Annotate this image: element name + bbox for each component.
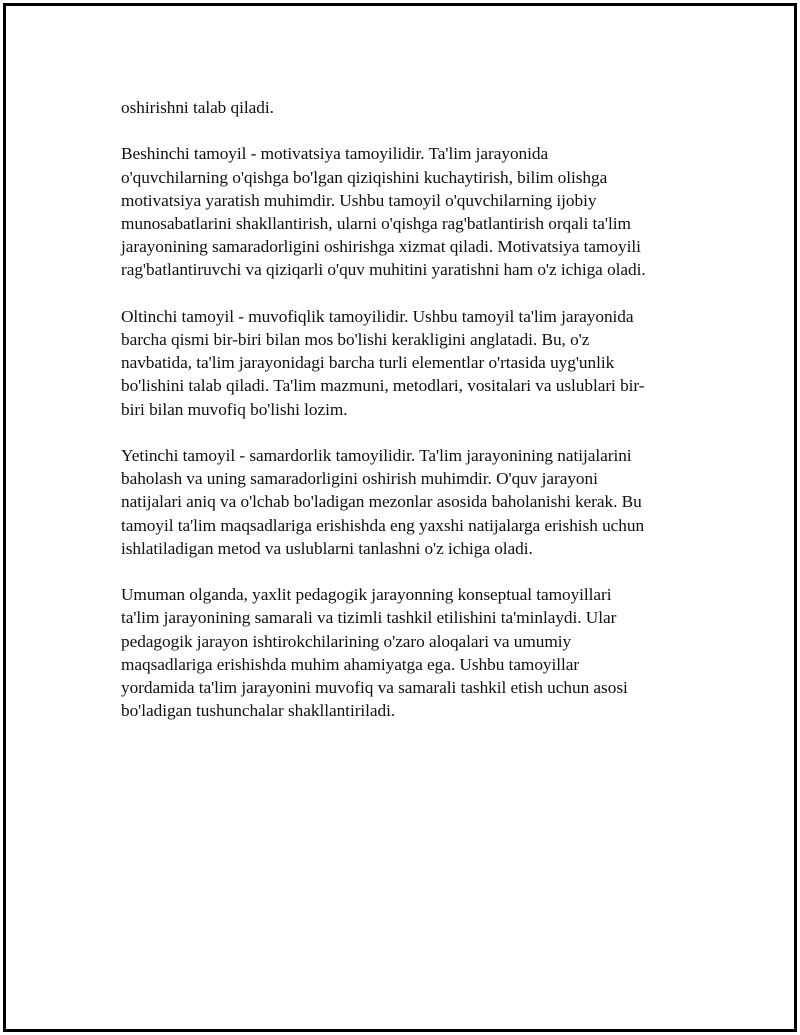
paragraph-conformity-principle: Oltinchi tamoyil - muvofiqlik tamoyilidir. Ushbu tamoyil ta'lim jarayonida barcha qismi bir-biri bilan mos bo'lishi kerakligini anglatadi. Bu, o'z navbatida, ta'lim jarayonidagi barcha turli elementlar o'rtasida uyg'unlik bo'lishini talab qiladi. Ta'lim mazmuni, metodlari, vositalari va uslublari bir- biri bilan muvofiq bo'lishi lozim. — [121, 306, 645, 419]
paragraph-efficiency-principle: Yetinchi tamoyil - samardorlik tamoyilidir. Ta'lim jarayonining natijalarini baholash va uning samaradorligini oshirish muhimdir. O'quv jarayoni natijalari aniq va o'lchab bo'ladigan mezonlar asosida baholanishi kerak. Bu tamoyil ta'lim maqsadlariga erishishda eng yaxshi natijalarga erishish uchun ishlatiladigan metod va uslublarni tanlashni o'z ichiga oladi. — [121, 446, 645, 558]
document-body — [121, 96, 691, 746]
paragraph-conclusion: Umuman olganda, yaxlit pedagogik jarayonning konseptual tamoyillari ta'lim jarayonining samarali va tizimli tashkil etilishini ta'minlaydi. Ular pedagogik jarayon ishtirokchilarining o'zaro aloqalari va umumiy maqsadlariga erishishda muhim ahamiyatga ega. Ushbu tamoyillar yordamida ta'lim jarayonini muvofiq va samarali tashkil etish uchun asosi bo'ladigan tushunchalar shakllantiriladi. — [121, 585, 628, 721]
paragraph-motivation-principle: Beshinchi tamoyil - motivatsiya tamoyilidir. Ta'lim jarayonida o'quvchilarning o'qishga bo'lgan qiziqishini kuchaytirish, bilim olishga motivatsiya yaratish muhimdir. Ushbu tamoyil o'quvchilarning ijobiy munosabatlarini shakllantirish, ularni o'qishga rag'batlantirish orqali ta'lim jarayonining samaradorligini oshirishga xizmat qiladi. Motivatsiya tamoyili rag'batlantiruvchi va qiziqarli o'quv muhitini yaratishni ham o'z ichiga oladi. — [121, 144, 646, 280]
page-frame — [3, 3, 797, 1032]
paragraph-continuation: oshirishni talab qiladi. — [121, 98, 274, 117]
